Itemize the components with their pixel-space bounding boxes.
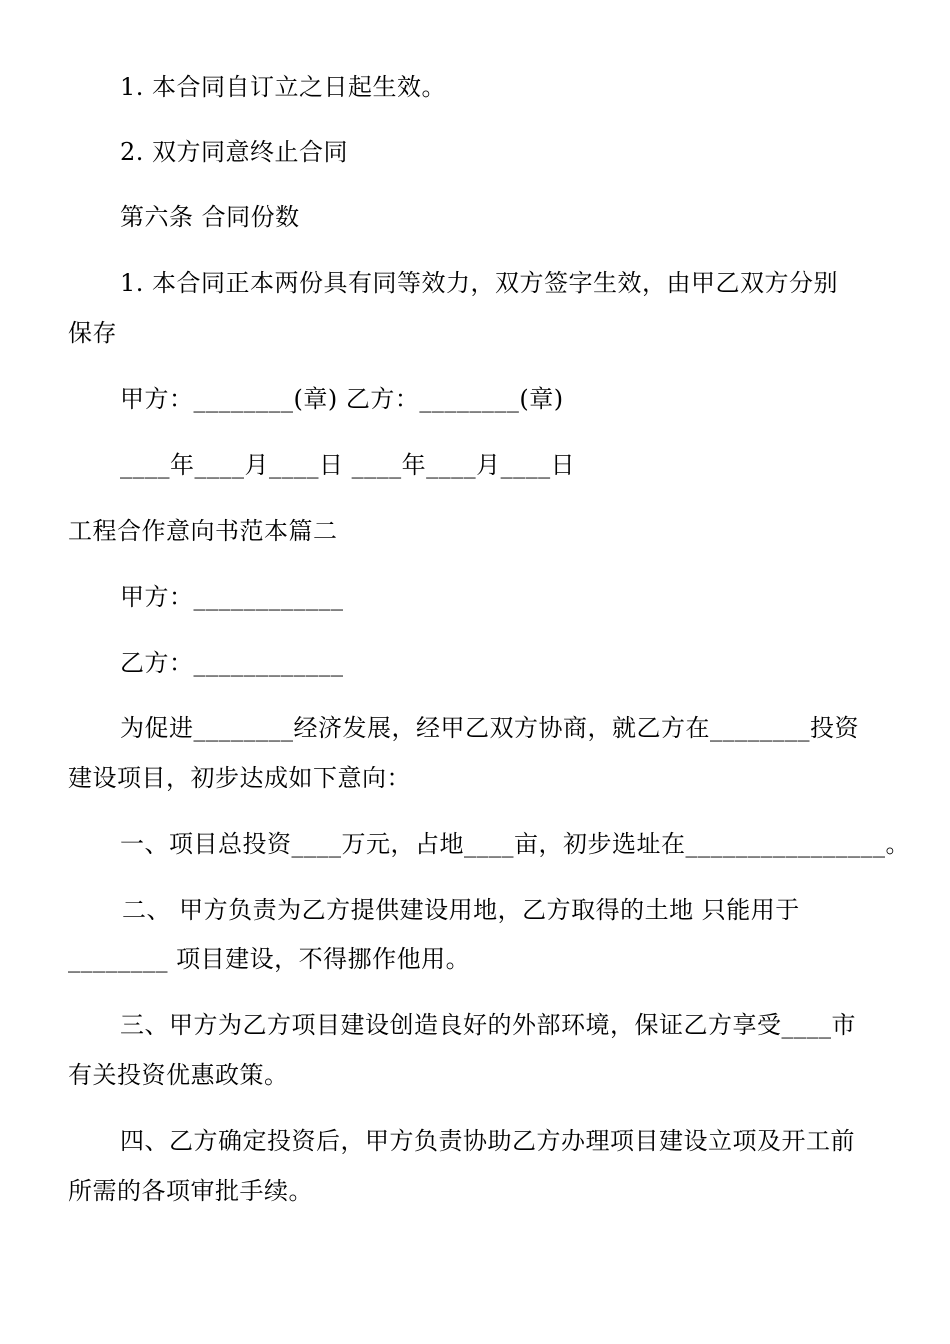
item-two-line2: ________ 项目建设，不得挪作他用。	[68, 945, 471, 973]
intro-paragraph-line2: 建设项目，初步达成如下意向：	[68, 764, 411, 792]
signature-line: 甲方：________(章) 乙方：________(章)	[120, 385, 564, 413]
item-three-line2: 有关投资优惠政策。	[68, 1061, 289, 1089]
section-title: 工程合作意向书范本篇二	[68, 517, 338, 545]
intro-paragraph-line1: 为促进________经济发展，经甲乙双方协商，就乙方在________投资	[120, 714, 859, 742]
clause-copies-line1: 1. 本合同正本两份具有同等效力，双方签字生效，由甲乙双方分别	[120, 269, 839, 297]
date-line: ____年____月____日 ____年____月____日	[120, 451, 576, 479]
item-two-line1: 二、 甲方负责为乙方提供建设用地，乙方取得的土地 只能用于	[122, 896, 800, 924]
item-four-line1: 四、乙方确定投资后，甲方负责协助乙方办理项目建设立项及开工前	[120, 1127, 855, 1155]
party-b-field: 乙方：____________	[120, 649, 344, 677]
article-six-heading: 第六条 合同份数	[120, 203, 300, 231]
item-four-line2: 所需的各项审批手续。	[68, 1177, 313, 1205]
party-a-field: 甲方：____________	[120, 583, 344, 611]
clause-effective-date: 1. 本合同自订立之日起生效。	[120, 73, 447, 101]
item-three-line1: 三、甲方为乙方项目建设创造良好的外部环境，保证乙方享受____市	[120, 1011, 856, 1039]
clause-copies-line2: 保存	[68, 319, 117, 347]
clause-mutual-termination: 2. 双方同意终止合同	[120, 138, 349, 166]
item-one: 一、项目总投资____万元，占地____亩，初步选址在________________。	[120, 830, 910, 858]
